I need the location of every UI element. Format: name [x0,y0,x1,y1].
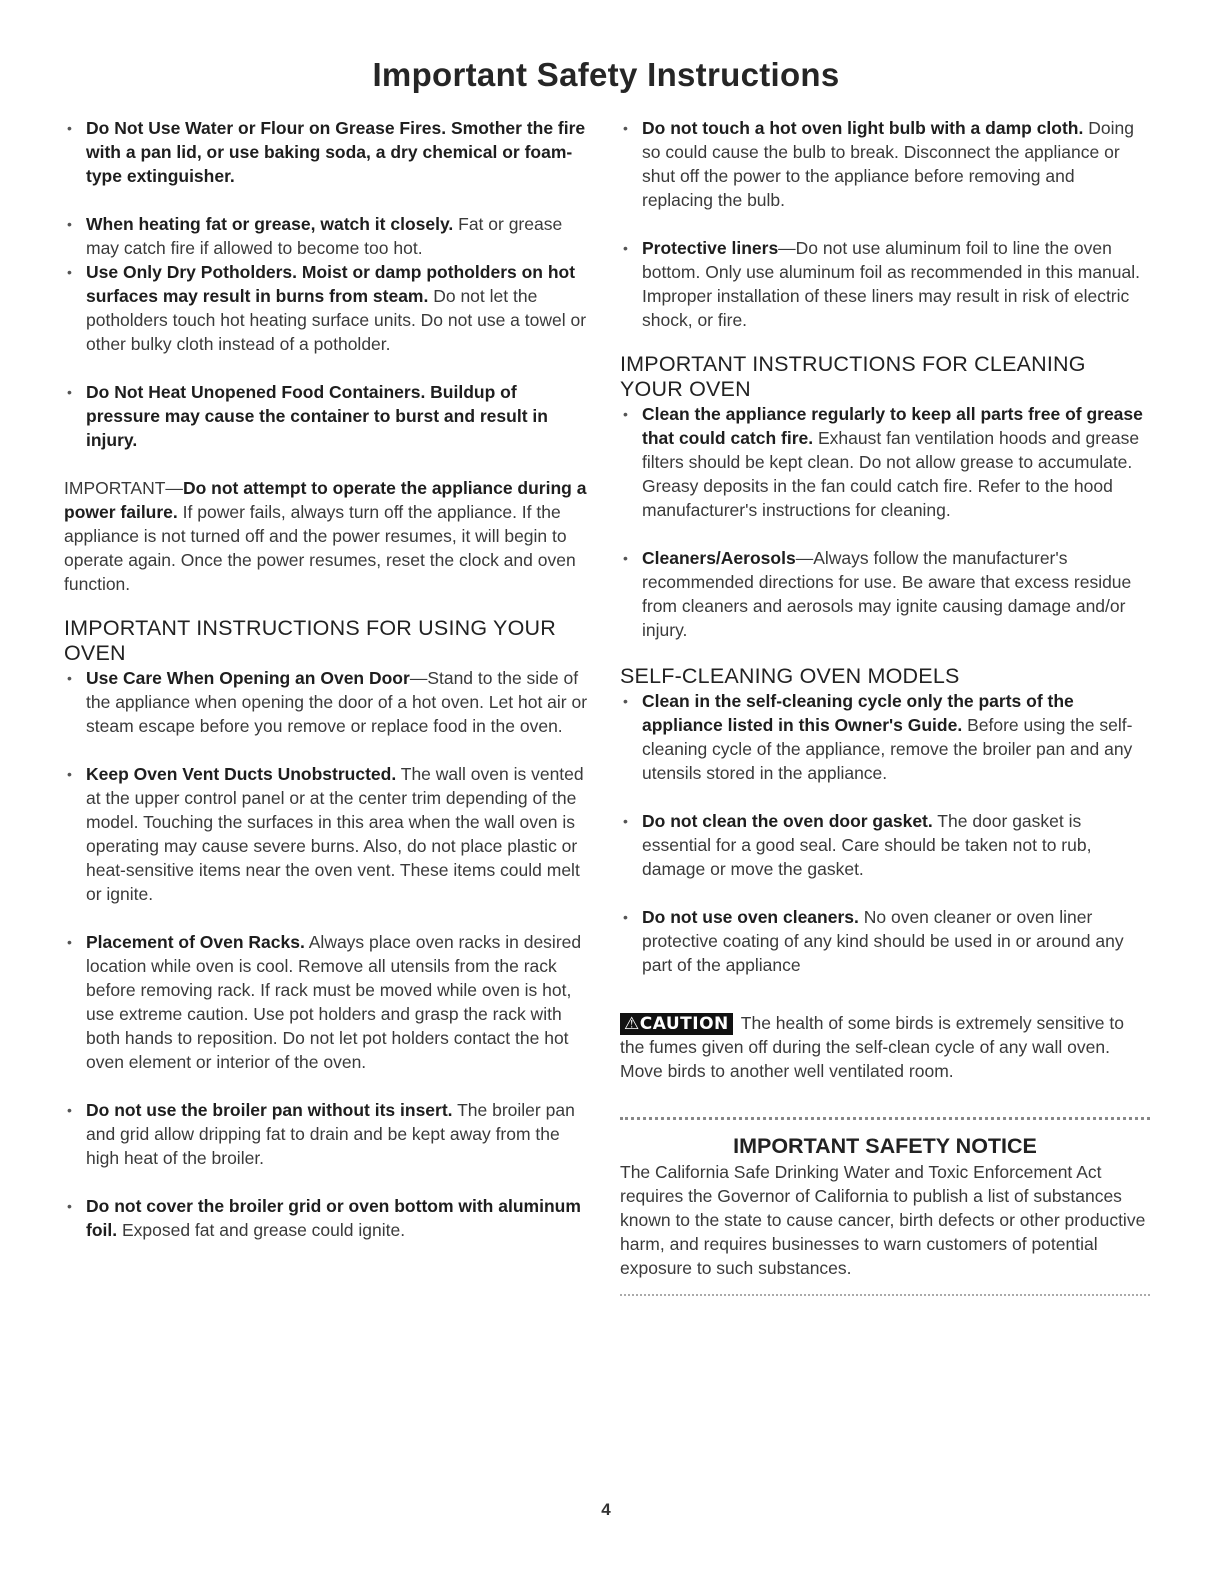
bullet-icon: • [67,1102,72,1118]
heading-using-oven: IMPORTANT INSTRUCTIONS FOR USING YOUR OVEN [64,616,556,665]
bullet-grease-fires: • Do Not Use Water or Flour on Grease Fires. Smother the fire with a pan lid, or use baking soda, a dry chemical or foam-type extinguisher. [67,118,586,186]
bullet-oven-racks: • Placement of Oven Racks. Always place oven racks in desired location while oven is cool. Remove all utensils from the rack before removing rack. If rack must be moved while oven is hot, use extreme caution. Use pot holders and grasp the rack with both hands to reposition. Do not let pot holders contact the hot oven element or interior of the oven. [67,932,582,1072]
bullet-vent-ducts: • Keep Oven Vent Ducts Unobstructed. The wall oven is vented at the upper control panel or at the center trim depending of the model. Touching the surfaces in this area when the wall oven is operating may cause severe burns. Also, do not place plastic or heat-sensitive items near the oven vent. These items could melt or ignite. [67,764,584,904]
page-number: 4 [601,1500,611,1519]
dotted-divider [620,1294,1150,1296]
bullet-protective-liners: • Protective liners—Do not use aluminum foil to line the oven bottom. Only use aluminum foil as recommended in this manual. Improper installation of these liners may result in risk of electric shock, or fire. [623,238,1141,330]
heading-self-cleaning: SELF-CLEANING OVEN MODELS [620,664,960,688]
bullet-icon: • [67,216,72,232]
bullet-oven-door: • Use Care When Opening an Oven Door—Stand to the side of the appliance when opening the door of a hot oven. Let hot air or steam escape before you remove or replace food in the oven. [67,668,588,736]
bullet-icon: • [67,670,72,686]
bullet-self-clean-parts: • Clean in the self-cleaning cycle only the parts of the appliance listed in this Owner's Guide. Before using the self-cleaning cycle of the appliance, remove the broiler pan and any utensils stored in the appliance. [623,691,1133,783]
bullet-icon: • [67,766,72,782]
bullet-icon: • [67,1198,72,1214]
page-title: Important Safety Instructions [372,56,840,93]
bullet-icon: • [623,406,628,422]
safety-notice-text: The California Safe Drinking Water and Toxic Enforcement Act requires the Governor of California to publish a list of substances known to the state to cause cancer, birth defects or other productive harm, and requires businesses to warn customers of potential exposure to such substances. [620,1162,1146,1278]
bullet-icon: • [623,693,628,709]
bullet-icon: • [623,120,628,136]
bullet-icon: • [67,264,72,280]
bullet-heating-fat: • When heating fat or grease, watch it closely. Fat or grease may catch fire if allowed to become too hot. [67,214,563,258]
bullet-icon: • [623,909,628,925]
bullet-door-gasket: • Do not clean the oven door gasket. The door gasket is essential for a good seal. Care should be taken not to rub, damage or move the gasket. [623,811,1092,879]
bullet-dry-potholders: • Use Only Dry Potholders. Moist or damp potholders on hot surfaces may result in burns from steam. Do not let the potholders touch hot heating surface units. Do not use a towel or other bulky cloth instead of a potholder. [67,262,587,354]
important-power-failure: IMPORTANT—Do not attempt to operate the appliance during a power failure. If power fails, always turn off the appliance. If the appliance is not turned off and the power resumes, it will begin to operate again. Once the power resumes, reset the clock and oven function. [64,478,587,594]
left-column [64,116,594,1242]
bullet-broiler-insert: • Do not use the broiler pan without its insert. The broiler pan and grid allow dripping fat to drain and be kept away from the high heat of the broiler. [67,1100,575,1168]
bullet-icon: • [623,240,628,256]
heading-cleaning-oven: IMPORTANT INSTRUCTIONS FOR CLEANING YOUR OVEN [620,352,1086,401]
bullet-clean-regularly: • Clean the appliance regularly to keep all parts free of grease that could catch fire. Exhaust fan ventilation hoods and grease filters should be kept clean. Do not allow grease to accumulate. Greasy deposits in the fan could catch fire. Refer to the hood manufacturer's instructions for cleaning. [623,404,1143,520]
caution-paragraph: ⚠CAUTION The health of some birds is extremely sensitive to the fumes given off during the self-clean cycle of any wall oven. Move birds to another well ventilated room. [620,1013,1124,1081]
bullet-cleaners-aerosols: • Cleaners/Aerosols—Always follow the manufacturer's recommended directions for use. Be aware that excess residue from cleaners and aerosols may ignite causing damage and/or injury. [623,548,1132,640]
right-column [620,116,1150,1296]
bullet-icon: • [67,934,72,950]
caution-badge: ⚠CAUTION [620,1013,733,1035]
bullet-icon: • [623,550,628,566]
bullet-light-bulb: • Do not touch a hot oven light bulb with a damp cloth. Doing so could cause the bulb to break. Disconnect the appliance or shut off the power to the appliance before removing and replacing the bulb. [623,118,1134,210]
bullet-oven-cleaners: • Do not use oven cleaners. No oven cleaner or oven liner protective coating of any kind should be used in or around any part of the appliance [623,907,1124,975]
bullet-aluminum-foil: • Do not cover the broiler grid or oven bottom with aluminum foil. Exposed fat and grease could ignite. [67,1196,581,1240]
bullet-icon: • [623,813,628,829]
heading-safety-notice: IMPORTANT SAFETY NOTICE [733,1134,1037,1158]
bullet-unopened-containers: • Do Not Heat Unopened Food Containers. Buildup of pressure may cause the container to burst and result in injury. [67,382,548,450]
bullet-icon: • [67,384,72,400]
bullet-icon: • [67,120,72,136]
